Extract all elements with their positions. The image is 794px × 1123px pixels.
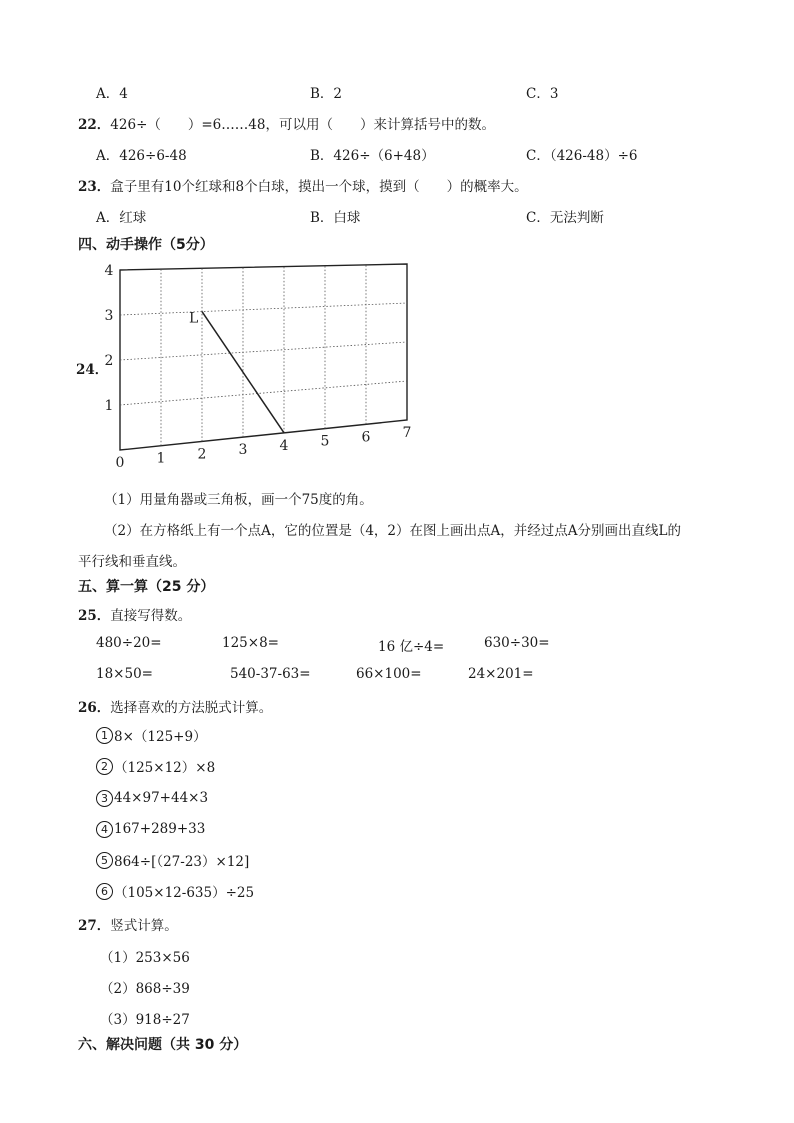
q22-options <box>0 144 794 164</box>
x-axis-labels <box>116 425 412 471</box>
question-number: 25． <box>78 608 111 624</box>
calc-item: 125×8= <box>222 635 279 651</box>
q26-item-6 <box>96 881 254 901</box>
q27-item-2: （2）868÷39 <box>100 981 190 997</box>
expression: 44×97+44×3 <box>114 790 209 806</box>
circled-number: 1 <box>96 727 113 744</box>
q24-part-2-line-2: 平行线和垂直线。 <box>78 554 186 570</box>
q22-option-b[interactable]: B．426÷（6+48） <box>310 148 435 164</box>
circled-number: 5 <box>96 852 113 869</box>
q27-item-1: （1）253×56 <box>100 950 190 966</box>
grid-horizontal-lines <box>120 303 407 405</box>
y-tick-label: 2 <box>104 353 114 369</box>
grid-hline <box>120 342 407 360</box>
question-text: 直接写得数。 <box>110 608 192 624</box>
section-6-heading: 六、解决问题（共 30 分） <box>78 1037 248 1053</box>
grid-vertical-lines <box>161 265 366 446</box>
expression: 8×（125+9） <box>114 729 207 745</box>
q26-item-3 <box>96 788 208 808</box>
question-26 <box>78 696 272 716</box>
x-tick-label: 1 <box>156 450 166 467</box>
x-tick-label: 7 <box>402 425 412 441</box>
question-number: 27． <box>78 918 111 934</box>
q26-item-2 <box>96 756 215 776</box>
question-27 <box>78 914 178 934</box>
x-tick-label: 0 <box>115 455 125 471</box>
question-22 <box>78 113 495 133</box>
calc-item: 66×100= <box>356 666 422 682</box>
q27-item-3: （3）918÷27 <box>100 1012 190 1028</box>
q23-options <box>0 206 794 226</box>
expression: （105×12-635）÷25 <box>114 885 255 901</box>
expression: 864÷[（27-23）×12] <box>114 854 250 870</box>
q23-option-c[interactable]: C．无法判断 <box>526 210 604 226</box>
circled-number: 2 <box>96 758 113 775</box>
grid-hline <box>120 303 407 315</box>
calc-item: 630÷30= <box>484 635 550 651</box>
q21-option-b[interactable]: B．2 <box>310 86 343 102</box>
question-24-number: 24． <box>76 362 109 378</box>
q23-option-a[interactable]: A．红球 <box>96 210 147 226</box>
expression: （125×12）×8 <box>114 760 216 776</box>
q25-row-1 <box>0 635 794 655</box>
y-axis-labels <box>105 263 114 414</box>
q21-option-a[interactable]: A．4 <box>96 86 128 102</box>
q24-part-1: （1）用量角器或三角板，画一个75度的角。 <box>104 492 373 508</box>
x-tick-label: 6 <box>361 429 371 446</box>
calc-item: 18×50= <box>96 666 153 682</box>
line-l-label: L <box>189 310 199 327</box>
section-5-heading: 五、算一算（25 分） <box>78 579 215 595</box>
calc-item: 24×201= <box>468 666 534 682</box>
q21-option-c[interactable]: C．3 <box>526 86 559 102</box>
calc-item: 16 亿÷4= <box>378 639 445 655</box>
question-23 <box>78 175 528 195</box>
q26-item-5 <box>96 850 249 870</box>
circled-number: 6 <box>96 883 113 900</box>
question-text: 竖式计算。 <box>110 918 178 934</box>
expression: 167+289+33 <box>114 821 206 837</box>
circled-number: 4 <box>96 821 113 838</box>
grid-figure <box>100 262 420 472</box>
calc-item: 480÷20= <box>96 635 162 651</box>
section-4-heading: 四、动手操作（5分） <box>78 237 214 253</box>
q22-option-a[interactable]: A．426÷6-48 <box>96 148 187 164</box>
question-number: 23． <box>78 179 111 195</box>
coordinate-grid <box>100 262 420 472</box>
circled-number: 3 <box>96 790 113 807</box>
x-tick-label: 3 <box>238 442 248 459</box>
question-text: 426÷（ ）=6……48，可以用（ ）来计算括号中的数。 <box>110 117 495 133</box>
q22-option-c[interactable]: C．（426-48）÷6 <box>526 148 638 164</box>
q21-options <box>0 82 794 102</box>
q26-item-1 <box>96 725 207 745</box>
x-tick-label: 2 <box>197 446 207 463</box>
x-tick-label: 4 <box>279 437 289 454</box>
q23-option-b[interactable]: B．白球 <box>310 210 361 226</box>
question-text: 盒子里有10个红球和8个白球，摸出一个球，摸到（ ）的概率大。 <box>110 179 528 195</box>
question-text: 选择喜欢的方法脱式计算。 <box>110 700 273 716</box>
y-tick-label: 1 <box>104 398 114 414</box>
q25-row-2 <box>0 666 794 686</box>
y-tick-label: 3 <box>104 308 114 324</box>
question-number: 26． <box>78 700 111 716</box>
question-25 <box>78 604 191 624</box>
question-number: 22． <box>78 117 111 133</box>
q26-item-4 <box>96 819 205 839</box>
calc-item: 540-37-63= <box>230 666 311 682</box>
q24-part-2-line-1: （2）在方格纸上有一个点A，它的位置是（4，2）在图上画出点A，并经过点A分别画出直线L的 <box>104 523 681 539</box>
x-tick-label: 5 <box>320 433 330 450</box>
y-tick-label: 4 <box>104 263 114 279</box>
